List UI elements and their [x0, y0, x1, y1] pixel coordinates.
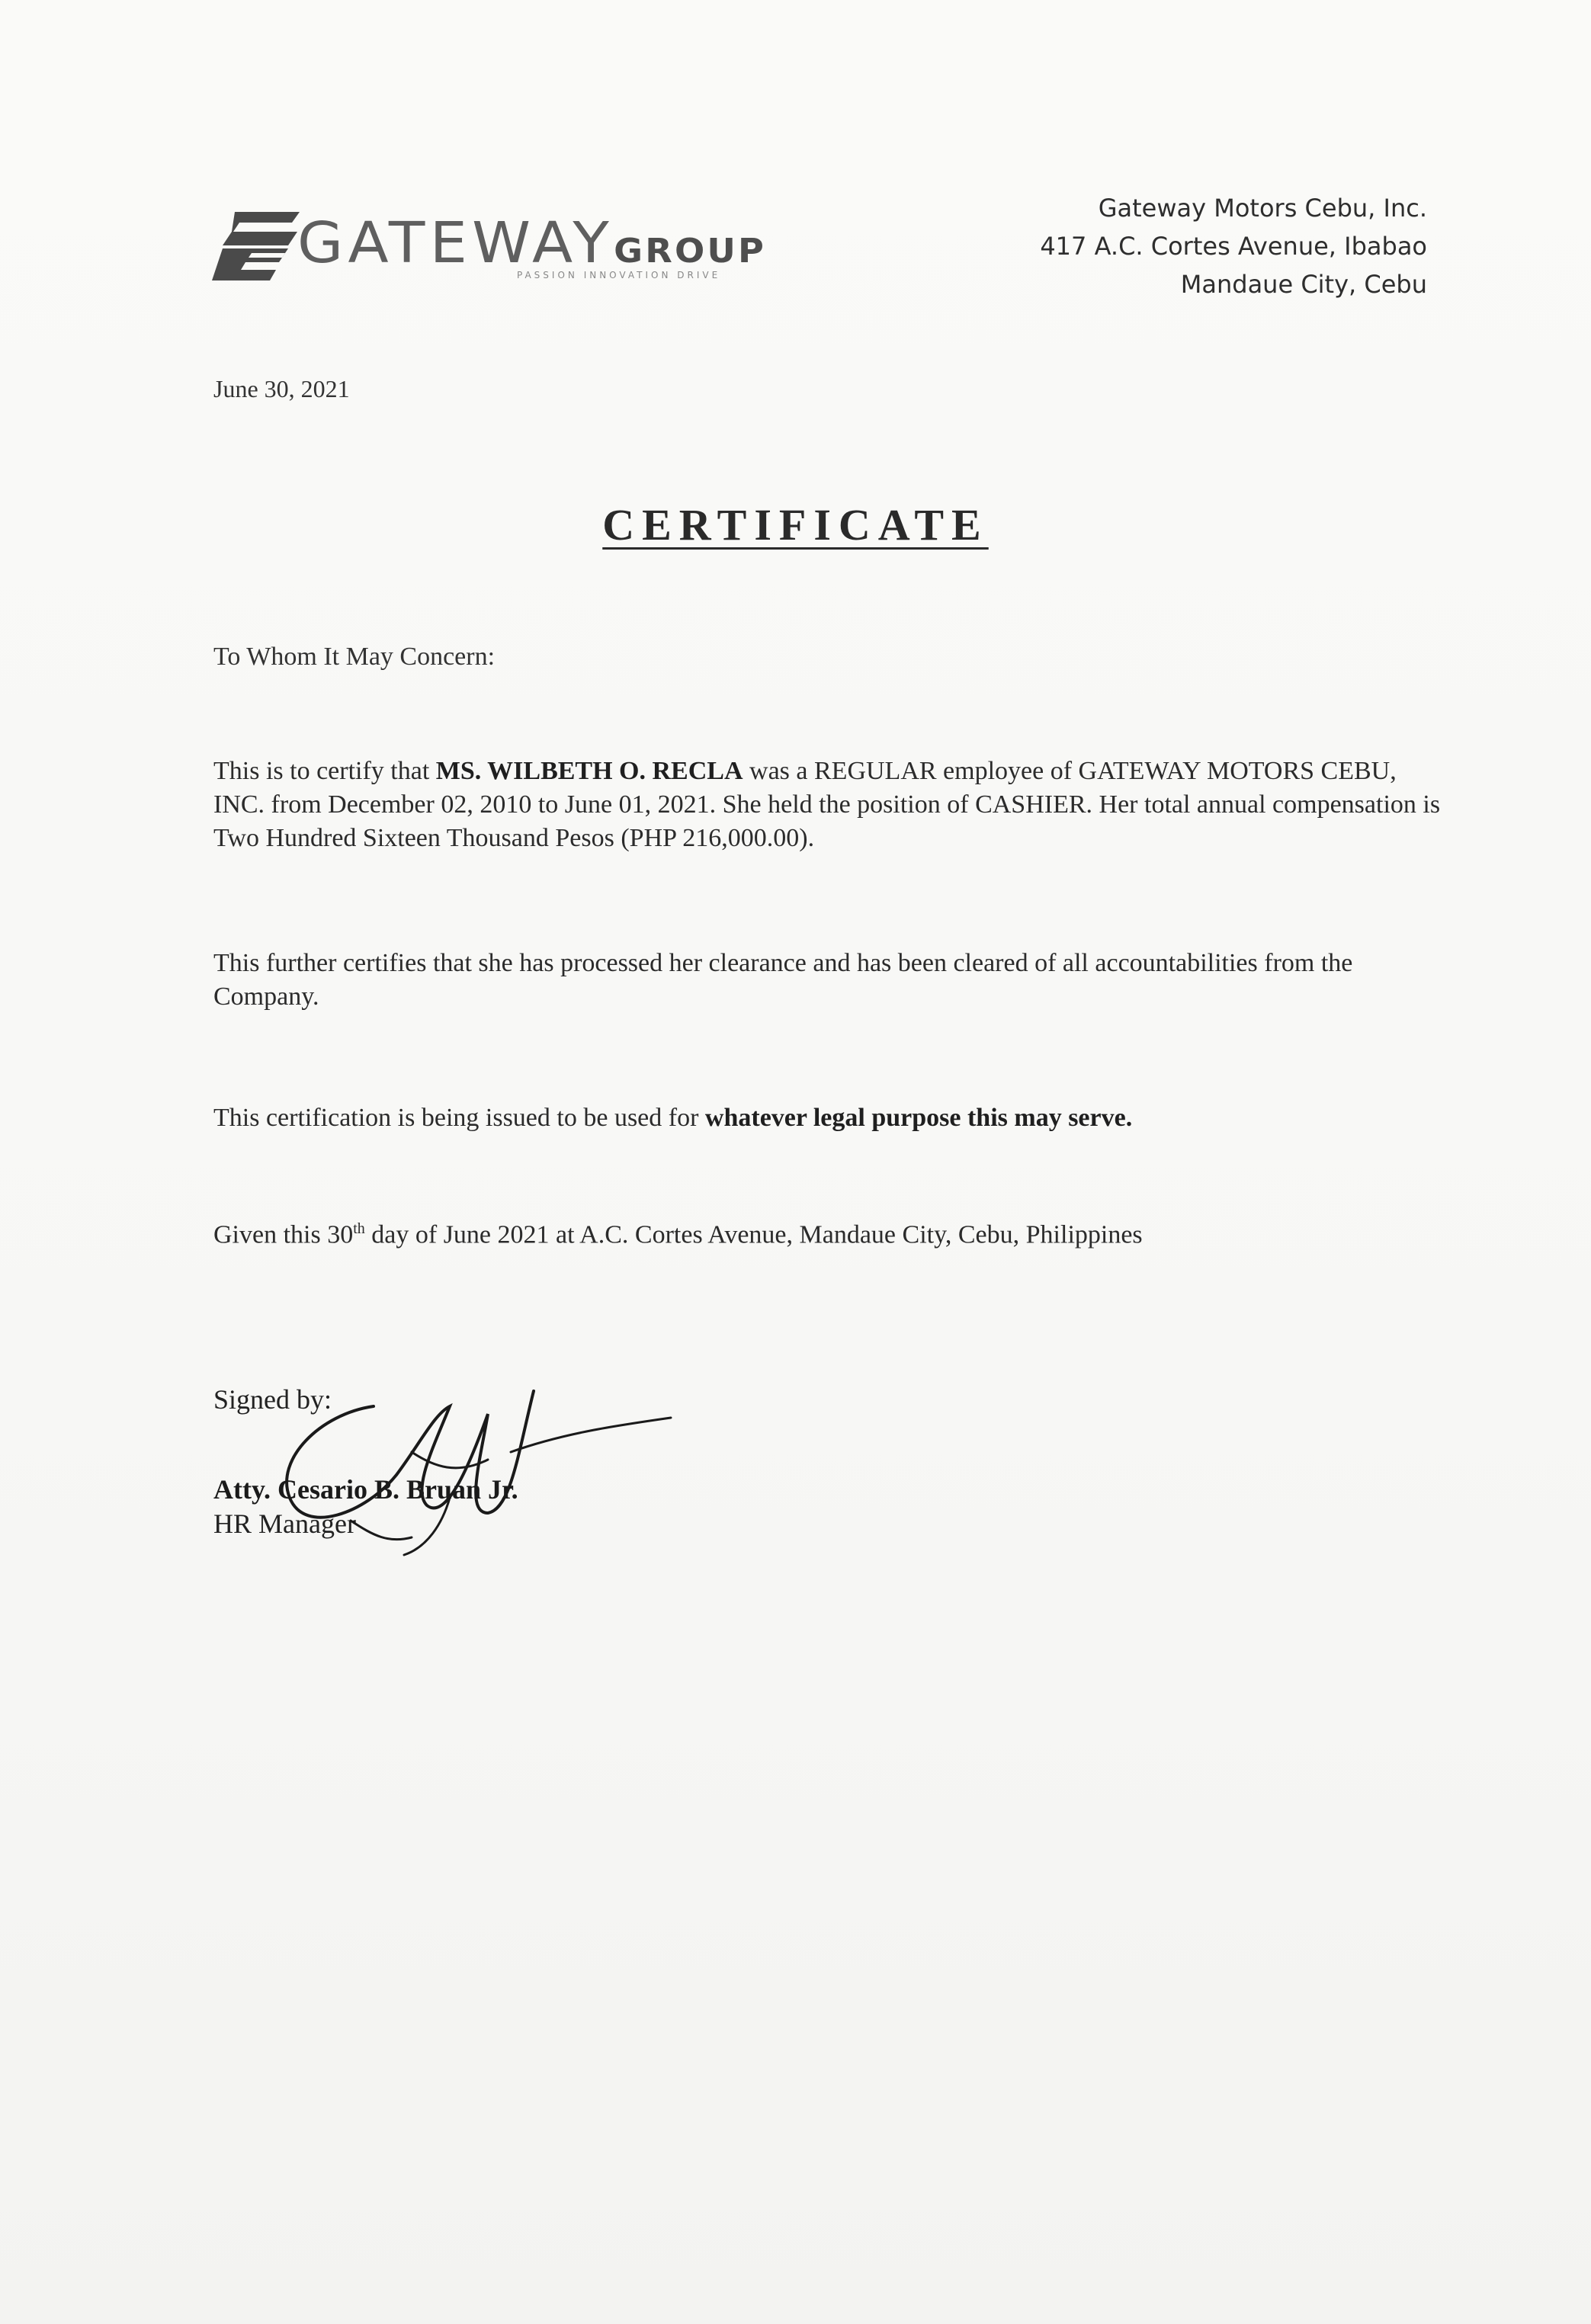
p1-rest: was a REGULAR employee of GATEWAY MOTORS CEBU, INC. from December 02, 2010 to June 01, 2021. She held the position of CASHIER. Her total annual compensation is Two Hundred Sixteen Thousand Pesos (PHP 216,000.00). — [213, 757, 1441, 852]
signature-block — [213, 1383, 747, 1582]
p4-a: Given this 30 — [213, 1220, 354, 1249]
handwritten-signature — [259, 1361, 686, 1566]
paragraph-given — [213, 1212, 1441, 1252]
p4-sup: th — [353, 1220, 365, 1237]
company-logo — [212, 206, 767, 290]
company-name: Gateway Motors Cebu, Inc. — [1098, 194, 1427, 223]
logo-wordmark — [297, 210, 766, 276]
logo-wordmark-main: GATEWAY — [297, 210, 614, 276]
p1-intro: This is to certify that — [213, 757, 436, 785]
company-address-line1: 417 A.C. Cortes Avenue, Ibabao — [1040, 232, 1427, 261]
logo-tagline: PASSION INNOVATION DRIVE — [517, 270, 721, 280]
paragraph-purpose — [213, 1101, 1441, 1135]
p3-purpose: whatever legal purpose this may serve. — [704, 1104, 1133, 1132]
paragraph-clearance: This further certifies that she has processed her clearance and has been cleared of all accountabilities from the Company. — [213, 949, 1353, 1011]
salutation: To Whom It May Concern: — [213, 643, 496, 671]
signed-by-label: Signed by: — [213, 1384, 332, 1415]
employee-name: MS. WILBETH O. RECLA — [435, 757, 743, 785]
logo-wordmark-suffix: GROUP — [614, 232, 767, 271]
company-address-line2: Mandaue City, Cebu — [1180, 270, 1427, 299]
signer-name: Atty. Cesario B. Bruan Jr. — [213, 1474, 518, 1505]
signer-title: HR Manager — [213, 1508, 356, 1539]
document-title: CERTIFICATE — [602, 500, 989, 550]
company-address-block — [1040, 189, 1427, 303]
p4-b: day of June 2021 at A.C. Cortes Avenue, Mandaue City, Cebu, Philippines — [364, 1220, 1143, 1249]
paragraph-employment — [213, 755, 1441, 855]
p3-intro: This certification is being issued to be used for — [213, 1104, 705, 1132]
gateway-logo-icon — [212, 212, 300, 280]
letter-date: June 30, 2021 — [213, 375, 350, 402]
